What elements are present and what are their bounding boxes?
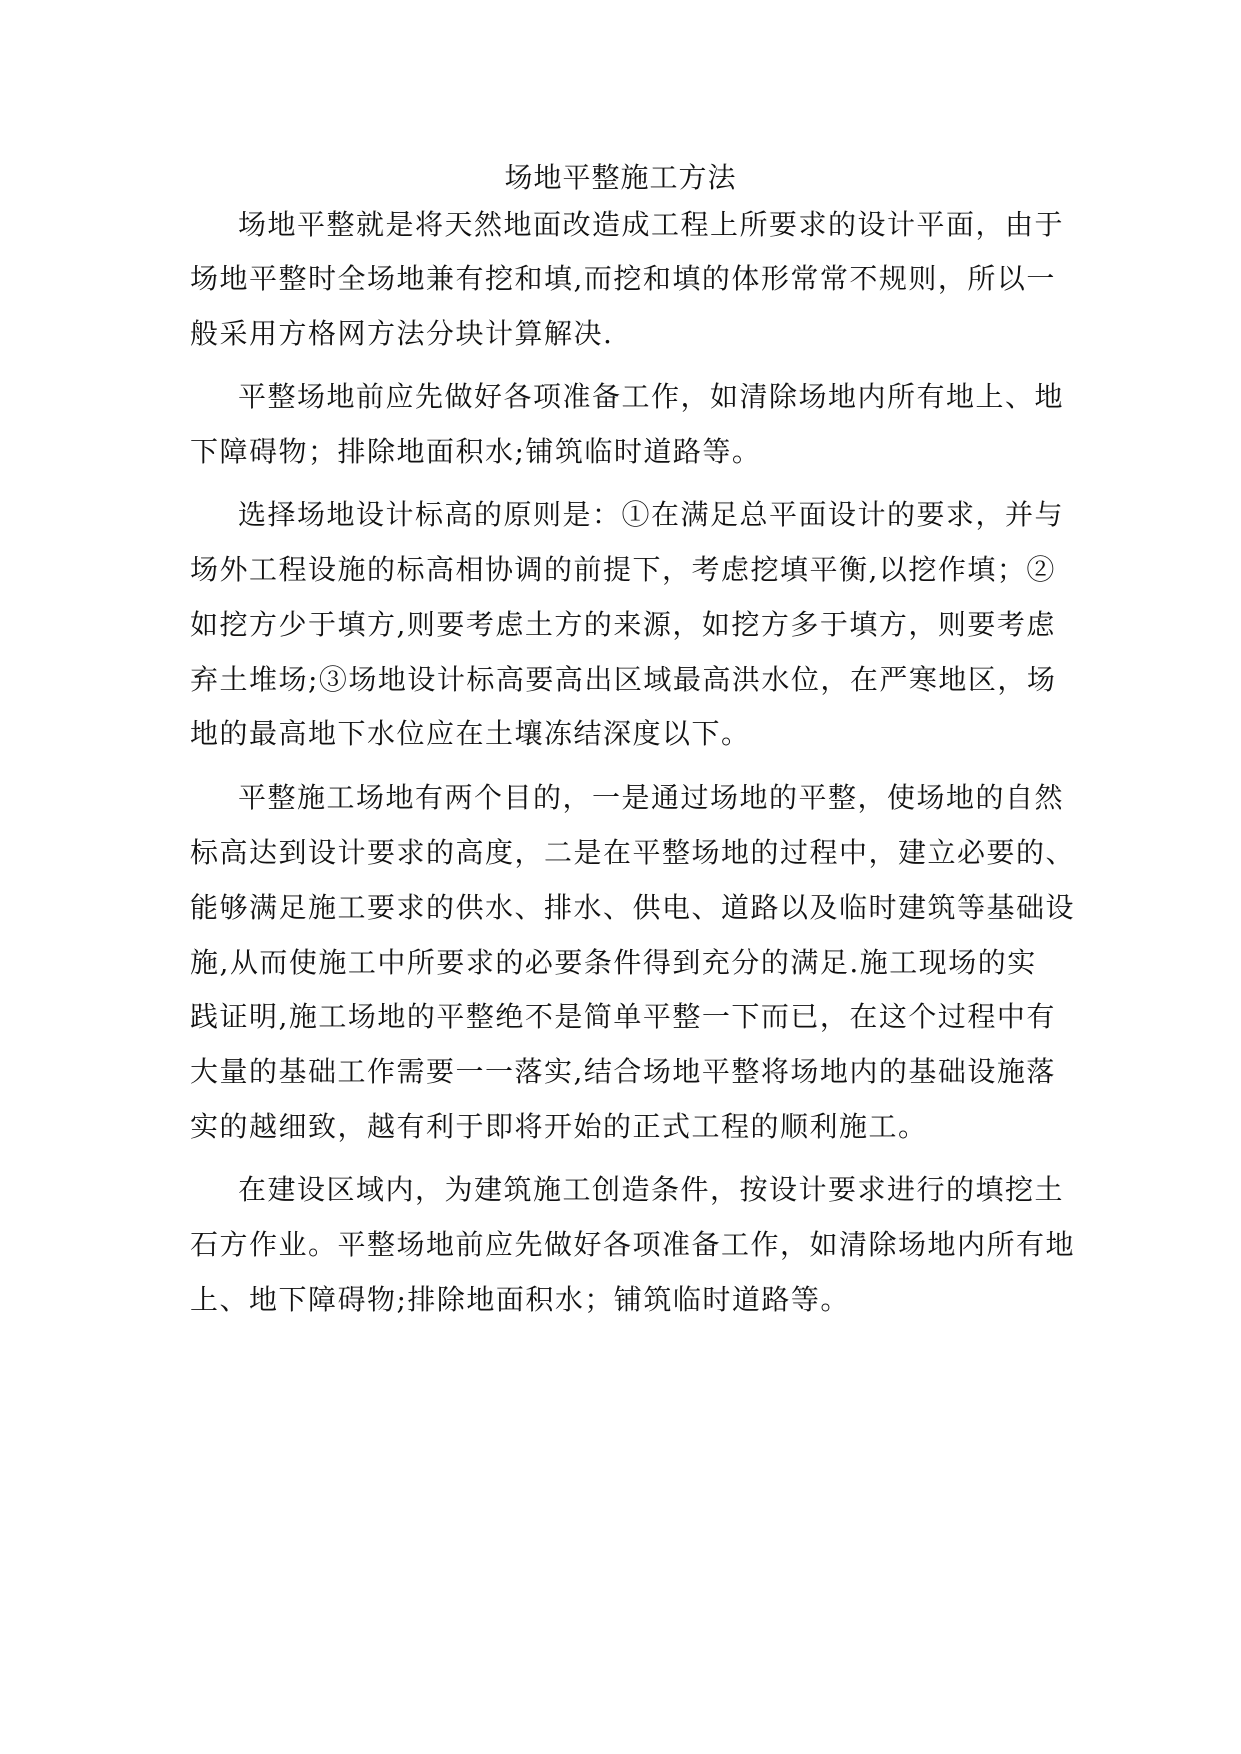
paragraph-4-line-4: 施,从而使施工中所要求的必要条件得到充分的满足.施工现场的实 [190, 946, 1037, 979]
paragraph-4-line-2: 标高达到设计要求的高度，二是在平整场地的过程中，建立必要的、 [190, 836, 1076, 869]
paragraph-3-line-1: 选择场地设计标高的原则是：①在满足总平面设计的要求，并与 [238, 498, 1065, 531]
paragraph-3-line-2: 场外工程设施的标高相协调的前提下，考虑挖填平衡,以挖作填；② [190, 553, 1056, 586]
paragraph-1-line-2: 场地平整时全场地兼有挖和填,而挖和填的体形常常不规则，所以一 [190, 262, 1056, 295]
paragraph-4-line-7: 实的越细致，越有利于即将开始的正式工程的顺利施工。 [190, 1110, 928, 1143]
paragraph-3-line-4: 弃土堆场;③场地设计标高要高出区域最高洪水位，在严寒地区，场 [190, 663, 1057, 696]
paragraph-4-line-1: 平整施工场地有两个目的，一是通过场地的平整，使场地的自然 [238, 781, 1065, 814]
paragraph-5-line-1: 在建设区域内，为建筑施工创造条件，按设计要求进行的填挖土 [238, 1173, 1065, 1206]
paragraph-3-line-5: 地的最高地下水位应在土壤冻结深度以下。 [190, 717, 751, 750]
paragraph-2-line-2: 下障碍物；排除地面积水;铺筑临时道路等。 [190, 435, 762, 468]
paragraph-1-line-1: 场地平整就是将天然地面改造成工程上所要求的设计平面，由于 [238, 208, 1065, 241]
paragraph-4-line-3: 能够满足施工要求的供水、排水、供电、道路以及临时建筑等基础设 [190, 891, 1076, 924]
paragraph-5-line-3: 上、地下障碍物;排除地面积水；铺筑临时道路等。 [190, 1283, 850, 1316]
document-title: 场地平整施工方法 [504, 161, 737, 194]
paragraph-1-line-3: 般采用方格网方法分块计算解决. [190, 317, 614, 350]
paragraph-3-line-3: 如挖方少于填方,则要考虑土方的来源，如挖方多于填方，则要考虑 [190, 608, 1056, 641]
paragraph-4-line-5: 践证明,施工场地的平整绝不是简单平整一下而已，在这个过程中有 [190, 1000, 1056, 1033]
paragraph-2-line-1: 平整场地前应先做好各项准备工作，如清除场地内所有地上、地 [238, 380, 1065, 413]
paragraph-4-line-6: 大量的基础工作需要一一落实,结合场地平整将场地内的基础设施落 [190, 1055, 1056, 1088]
paragraph-5-line-2: 石方作业。平整场地前应先做好各项准备工作，如清除场地内所有地 [190, 1228, 1076, 1261]
